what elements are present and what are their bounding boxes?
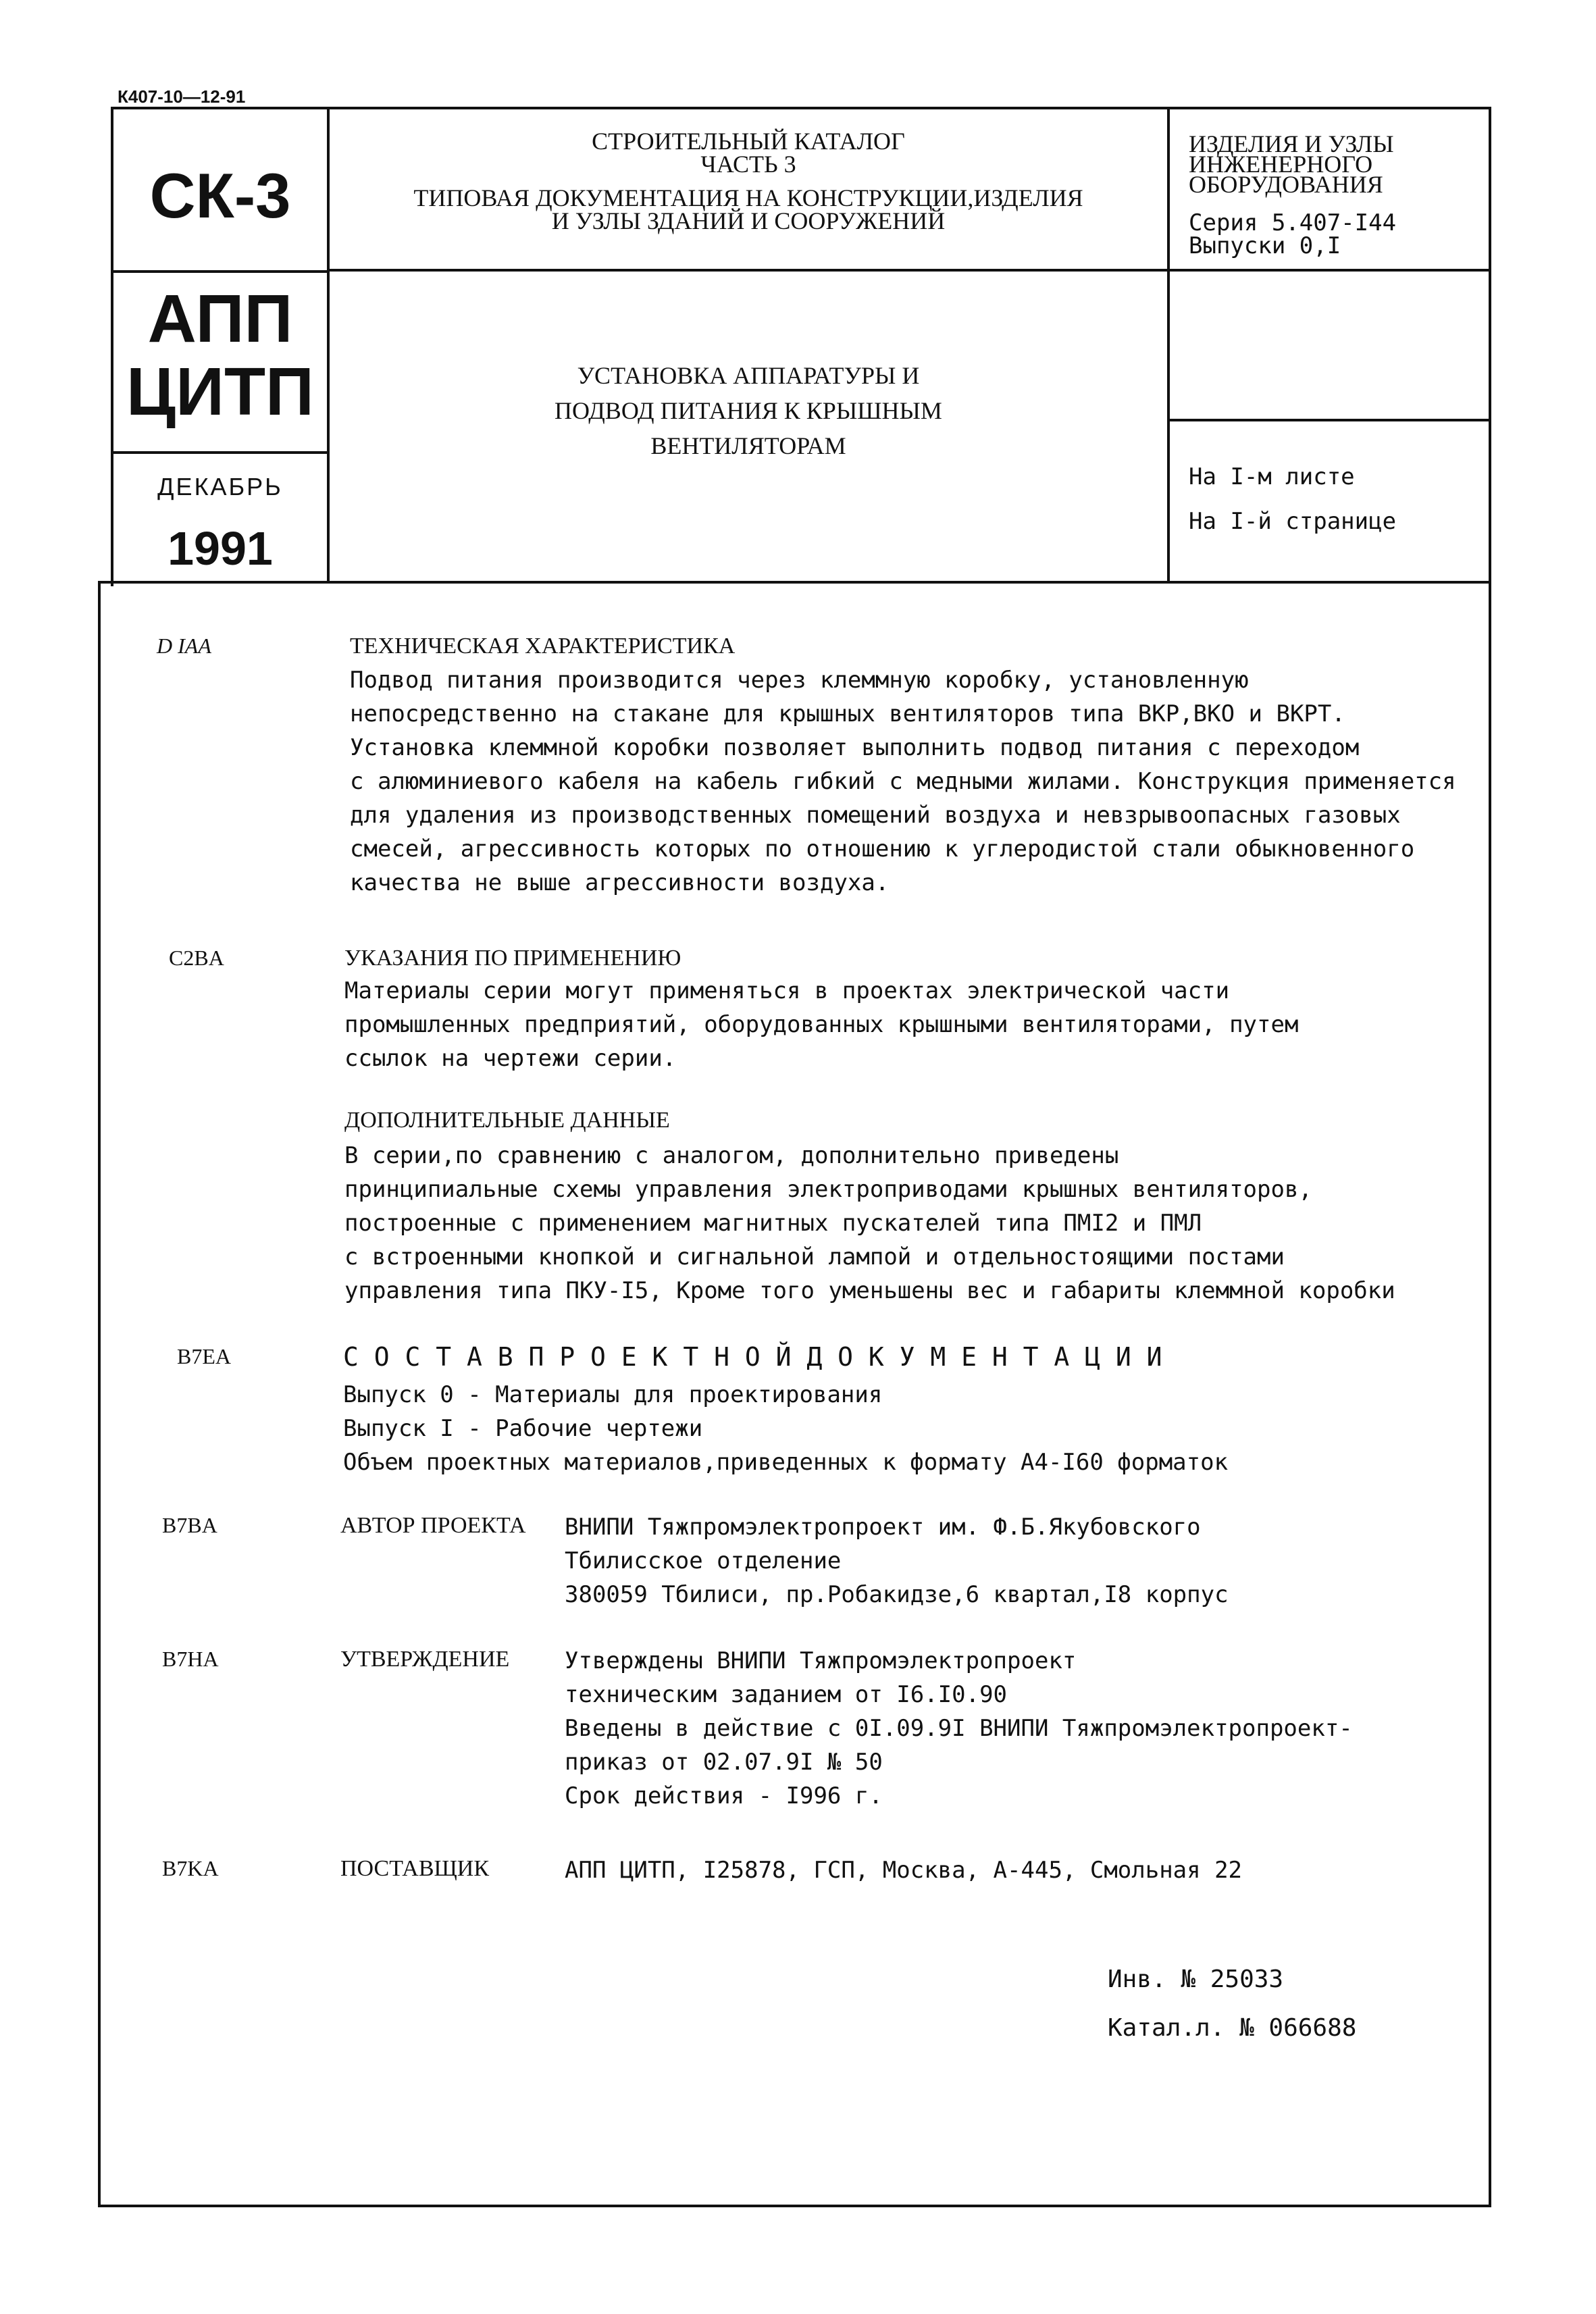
ck-label: СК-3 xyxy=(149,160,291,231)
tech-line-2: непосредственно на стакане для крышных вентиляторов типа ВКР,ВКО и ВКРТ. xyxy=(350,700,1345,727)
title-line-1: УСТАНОВКА АППАРАТУРЫ И xyxy=(577,362,920,389)
app-label: АПП xyxy=(147,281,293,357)
right-header-line-2: ИНЖЕНЕРНОГО xyxy=(1189,151,1373,178)
supplier-label: ПОСТАВЩИК xyxy=(340,1856,490,1881)
right-sep-2 xyxy=(1167,419,1491,421)
section-code-supplier: B7KA xyxy=(162,1856,219,1880)
catalog-line-2: ЧАСТЬ 3 xyxy=(700,151,796,178)
catalog-sheet-number: Катал.л. № 066688 xyxy=(1108,2014,1357,2042)
middle-sep xyxy=(327,269,1170,272)
right-header-line-1: ИЗДЕЛИЯ И УЗЛЫ xyxy=(1189,130,1394,157)
approval-label: УТВЕРЖДЕНИЕ xyxy=(340,1647,510,1672)
sheet-line-1: На I-м листе xyxy=(1189,463,1355,490)
frame-top xyxy=(111,107,1491,109)
frame-right xyxy=(1489,107,1491,2207)
document-code: К407-10—12-91 xyxy=(118,86,246,107)
extra-line-1: В серии,по сравнению с аналогом, дополнительно приведены xyxy=(344,1142,1119,1169)
header-bottom xyxy=(98,581,1491,584)
tech-line-5: для удаления из производственных помещений воздуха и невзрывоопасных газовых xyxy=(350,802,1401,829)
author-label: АВТОР ПРОЕКТА xyxy=(340,1513,526,1538)
approval-line-2: техническим заданием от I6.I0.90 xyxy=(565,1681,1008,1708)
title-line-2: ПОДВОД ПИТАНИЯ К КРЫШНЫМ xyxy=(555,397,942,424)
right-header-line-3: ОБОРУДОВАНИЯ xyxy=(1189,171,1383,198)
inventory-number: Инв. № 25033 xyxy=(1108,1965,1284,1993)
extra-line-3: построенные с применением магнитных пускателей типа ПМI2 и ПМЛ xyxy=(344,1210,1202,1237)
series-label: Серия 5.407-I44 xyxy=(1189,209,1397,236)
catalog-heading xyxy=(330,130,1167,232)
sheet-line-2: На I-й странице xyxy=(1189,508,1397,535)
extra-line-4: с встроенными кнопкой и сигнальной лампой и отдельностоящими постами xyxy=(344,1243,1285,1270)
year-label: 1991 xyxy=(168,522,273,575)
extra-heading: ДОПОЛНИТЕЛЬНЫЕ ДАННЫЕ xyxy=(344,1108,670,1133)
usage-line-3: ссылок на чертежи серии. xyxy=(344,1045,677,1072)
section-code-composition: B7EA xyxy=(177,1344,231,1368)
author-line-1: ВНИПИ Тяжпромэлектропроект им. Ф.Б.Якубовского xyxy=(565,1514,1201,1541)
supplier-text: АПП ЦИТП, I25878, ГСП, Москва, А-445, Смольная 22 xyxy=(565,1857,1243,1884)
citp-label: ЦИТП xyxy=(126,354,314,430)
author-line-3: 380059 Тбилиси, пр.Робакидзе,6 квартал,I8 корпус xyxy=(565,1581,1229,1608)
catalog-line-4: И УЗЛЫ ЗДАНИЙ И СООРУЖЕНИЙ xyxy=(551,207,946,234)
tech-line-3: Установка клеммной коробки позволяет выполнить подвод питания с переходом xyxy=(350,734,1360,761)
tech-line-6: смесей, агрессивность которых по отношению к углеродистой стали обыкновенного xyxy=(350,835,1415,863)
header-sep-right xyxy=(1167,107,1170,584)
right-sep-1 xyxy=(1167,269,1491,272)
author-line-2: Тбилисское отделение xyxy=(565,1547,842,1574)
usage-heading: УКАЗАНИЯ ПО ПРИМЕНЕНИЮ xyxy=(344,946,681,971)
tech-line-4: с алюминиевого кабеля на кабель гибкий с медными жилами. Конструкция применяется xyxy=(350,768,1456,795)
composition-line-3: Объем проектных материалов,приведенных к формату А4-I60 форматок xyxy=(343,1449,1229,1476)
title-line-3: ВЕНТИЛЯТОРАМ xyxy=(650,432,846,459)
right-header xyxy=(1189,130,1486,198)
usage-line-2: промышленных предприятий, оборудованных крышными вентиляторами, путем xyxy=(344,1011,1299,1038)
left-sep-2 xyxy=(111,451,330,454)
extra-line-2: принципиальные схемы управления электроприводами крышных вентиляторов, xyxy=(344,1176,1312,1203)
document-title xyxy=(330,358,1167,463)
usage-line-1: Материалы серии могут применяться в проектах электрической части xyxy=(344,977,1230,1004)
frame-bottom xyxy=(98,2205,1491,2207)
approval-line-4: приказ от 02.07.9I № 50 xyxy=(565,1749,883,1776)
composition-heading: С О С Т А В П Р О Е К Т Н О Й Д О К У М Е Н Т А Ц И И xyxy=(343,1342,1162,1372)
catalog-line-3: ТИПОВАЯ ДОКУМЕНТАЦИЯ НА КОНСТРУКЦИИ,ИЗДЕЛИЯ xyxy=(413,184,1083,211)
month-label: ДЕКАБРЬ xyxy=(157,473,283,500)
extra-line-5: управления типа ПКУ-I5, Кроме того уменьшены вес и габариты клеммной коробки xyxy=(344,1277,1395,1304)
section-code-approval: B7HA xyxy=(162,1647,219,1671)
section-code-author: B7BA xyxy=(162,1513,217,1537)
tech-line-7: качества не выше агрессивности воздуха. xyxy=(350,869,890,896)
catalog-line-1: СТРОИТЕЛЬНЫЙ КАТАЛОГ xyxy=(592,128,905,155)
approval-line-3: Введены в действие с 0I.09.9I ВНИПИ Тяжпромэлектропроект- xyxy=(565,1715,1353,1742)
approval-line-1: Утверждены ВНИПИ Тяжпромэлектропроект xyxy=(565,1647,1077,1674)
section-code-tech: D IAA xyxy=(157,634,211,658)
tech-line-1: Подвод питания производится через клеммную коробку, установленную xyxy=(350,667,1249,694)
frame-left xyxy=(98,582,101,2207)
tech-heading: ТЕХНИЧЕСКАЯ ХАРАКТЕРИСТИКА xyxy=(350,634,736,659)
issues-label: Выпуски 0,I xyxy=(1189,232,1341,259)
section-code-usage: C2BA xyxy=(169,946,224,970)
approval-line-5: Срок действия - I996 г. xyxy=(565,1782,883,1809)
left-sep-1 xyxy=(111,270,330,273)
composition-line-2: Выпуск I - Рабочие чертежи xyxy=(343,1415,703,1442)
composition-line-1: Выпуск 0 - Материалы для проектирования xyxy=(343,1381,883,1408)
